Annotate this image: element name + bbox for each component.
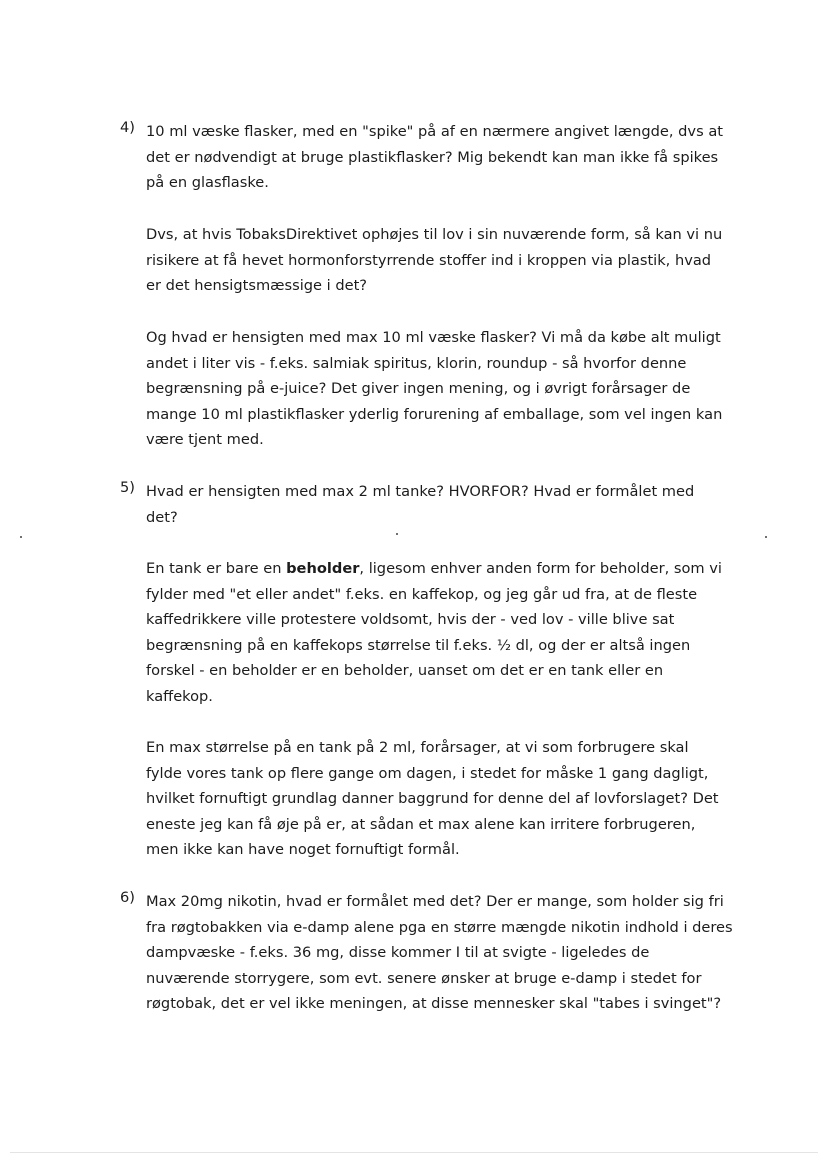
- text-line: kaffekop.: [146, 687, 213, 705]
- text-line: mange 10 ml plastikflasker yderlig forurening af emballage, som vel ingen kan: [146, 405, 723, 423]
- section-number: 6): [120, 889, 135, 906]
- scan-edge-line: [10, 1152, 818, 1153]
- text-line: andet i liter vis - f.eks. salmiak spiritus, klorin, roundup - så hvorfor denne: [146, 354, 687, 372]
- section-number: 5): [120, 479, 135, 496]
- section-number: 4): [120, 119, 135, 136]
- text-line: røgtobak, det er vel ikke meningen, at disse mennesker skal "tabes i svinget"?: [146, 995, 722, 1013]
- paragraph: [146, 222, 766, 299]
- text-line: er det hensigtsmæssige i det?: [146, 277, 368, 295]
- text-line: fylder med "et eller andet" f.eks. en kaffekop, og jeg går ud fra, at de fleste: [146, 585, 698, 603]
- text-line: Hvad er hensigten med max 2 ml tanke? HVORFOR? Hvad er formålet med: [146, 483, 695, 500]
- paragraph: [146, 325, 766, 453]
- text-line: eneste jeg kan få øje på er, at sådan et max alene kan irritere forbrugeren,: [146, 815, 696, 833]
- text-line: begrænsning på e-juice? Det giver ingen mening, og i øvrigt forårsager de: [146, 380, 691, 398]
- text-line: Og hvad er hensigten med max 10 ml væske flasker? Vi må da købe alt muligt: [146, 329, 721, 346]
- scan-speck: [765, 536, 767, 538]
- scan-speck: [396, 533, 398, 535]
- text-line: 10 ml væske flasker, med en "spike" på af en nærmere angivet længde, dvs at: [146, 123, 723, 140]
- text-line: være tjent med.: [146, 431, 264, 449]
- text-line: det?: [146, 508, 178, 526]
- text-line: Max 20mg nikotin, hvad er formålet med det? Der er mange, som holder sig fri: [146, 893, 724, 910]
- text-line: kaffedrikkere ville protestere voldsomt, hvis der - ved lov - ville blive sat: [146, 611, 675, 629]
- text-line: forskel - en beholder er en beholder, uanset om det er en tank eller en: [146, 662, 664, 680]
- paragraph: [146, 479, 766, 530]
- paragraph: [146, 735, 766, 863]
- text-line: fra røgtobakken via e-damp alene pga en større mængde nikotin indhold i deres: [146, 918, 733, 936]
- text-line: det er nødvendigt at bruge plastikflasker? Mig bekendt kan man ikke få spikes: [146, 148, 719, 166]
- text-line: men ikke kan have noget fornuftigt formål.: [146, 841, 460, 859]
- paragraph: [146, 119, 766, 196]
- text-line: fylde vores tank op flere gange om dagen, i stedet for måske 1 gang dagligt,: [146, 764, 709, 782]
- text-line: dampvæske - f.eks. 36 mg, disse kommer I til at svigte - ligeledes de: [146, 944, 650, 962]
- text-line: begrænsning på en kaffekops størrelse til f.eks. ½ dl, og der er altså ingen: [146, 636, 691, 654]
- text-line: risikere at få hevet hormonforstyrrende stoffer ind i kroppen via plastik, hvad: [146, 251, 712, 269]
- paragraph: [146, 889, 766, 1017]
- text-line: En tank er bare en beholder, ligesom enhver anden form for beholder, som vi: [146, 560, 722, 577]
- text-line: på en glasflaske.: [146, 174, 269, 192]
- text-line: En max størrelse på en tank på 2 ml, forårsager, at vi som forbrugere skal: [146, 739, 689, 756]
- scan-speck: [20, 536, 22, 538]
- paragraph: [146, 556, 766, 710]
- text-line: Dvs, at hvis TobaksDirektivet ophøjes til lov i sin nuværende form, så kan vi nu: [146, 226, 723, 243]
- text-line: hvilket fornuftigt grundlag danner baggrund for denne del af lovforslaget? Det: [146, 790, 719, 808]
- emphasized-word: beholder: [286, 560, 360, 577]
- text-line: nuværende storrygere, som evt. senere ønsker at bruge e-damp i stedet for: [146, 969, 702, 987]
